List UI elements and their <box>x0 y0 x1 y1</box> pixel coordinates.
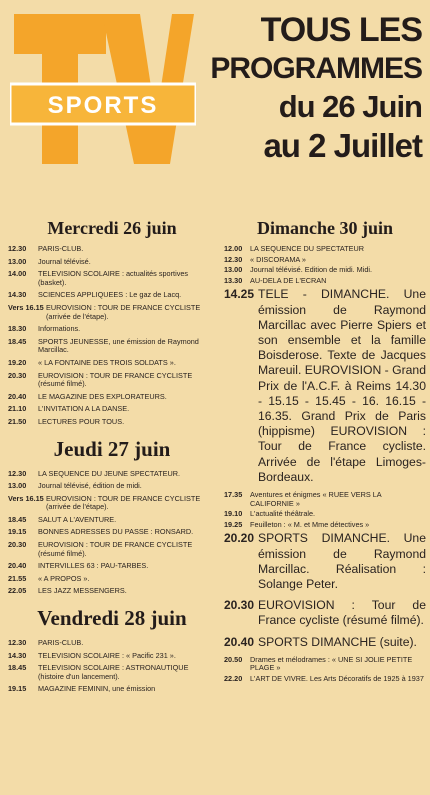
program-text: LA SEQUENCE DU JEUNE SPECTATEUR. <box>38 468 181 478</box>
tv-sports-logo <box>10 10 196 170</box>
program-entry-1425 <box>224 287 426 485</box>
program-text: SPORTS JEUNESSE, une émission de Raymond Marcillac. <box>38 336 199 355</box>
program-time: 21.55 <box>8 573 27 583</box>
program-text: EUROVISION : TOUR DE FRANCE CYCLISTE (arrivée de l'étape). <box>46 493 201 512</box>
page-title <box>197 12 422 166</box>
program-entry-2020 <box>224 531 426 592</box>
program-text: PARIS-CLUB. <box>38 638 84 648</box>
program-entry <box>8 372 216 389</box>
program-text: SPORTS DIMANCHE (suite). <box>258 634 417 649</box>
program-text: Journal télévisé. <box>38 256 91 266</box>
right-column <box>224 214 426 686</box>
program-time: 13.00 <box>224 265 243 275</box>
program-text: SALUT A L'AVENTURE. <box>38 514 117 524</box>
program-text: Journal télévisé, édition de midi. <box>38 481 142 491</box>
program-time: 20.50 <box>224 654 243 664</box>
program-text: SCIENCES APPLIQUEES : Le gaz de Lacq. <box>38 290 182 300</box>
program-text: TELEVISION SCOLAIRE : ASTRONAUTIQUE (histoire d'un lancement). <box>38 663 189 681</box>
program-text: TELEVISION SCOLAIRE : actualités sportives (basket). <box>38 269 189 287</box>
program-text: TELE - DIMANCHE. Une émission de Raymond Marcillac avec Pierre Spiers et son ensemble et la famille Boisderose. Texte de Jacques Mareuil. EUROVISION - Grand Prix de l'A.C.F. à Reims 14.30 - 15.15 - 15.45 - 16. 16.15 - 16.35. Grand Prix de Paris (hippisme) EUROVISION : Tour de France cycliste. Arrivée de l'étape Limoges-Bordeaux. <box>258 287 426 484</box>
program-text: LE MAGAZINE DES EXPLORATEURS. <box>38 391 167 401</box>
program-entry <box>8 495 216 512</box>
program-text: L'INVITATION A LA DANSE. <box>38 404 130 414</box>
program-time: 20.40 <box>8 561 27 571</box>
program-entry <box>8 541 216 558</box>
title-line-4: au 2 Juillet <box>263 127 422 164</box>
program-text: Journal télévisé. Edition de midi. Midi. <box>250 265 373 275</box>
program-text: Drames et mélodrames : « UNE SI JOLIE PETITE PLAGE » <box>250 654 413 673</box>
program-entry <box>8 291 216 300</box>
program-entry <box>8 338 216 355</box>
program-entry <box>8 664 216 681</box>
friday-program-list <box>8 639 216 694</box>
program-time: Vers 16.15 <box>8 302 44 312</box>
program-entry <box>8 528 216 537</box>
program-entry <box>8 245 216 254</box>
program-time: 20.20 <box>224 531 255 546</box>
program-time: 22.05 <box>8 586 27 596</box>
program-text: Feuilleton : « M. et Mme détectives » <box>250 519 370 529</box>
program-text: « LA FONTAINE DES TROIS SOLDATS ». <box>38 357 176 367</box>
program-entry <box>8 325 216 334</box>
sunday-late-list <box>224 656 426 684</box>
title-line-3: du 26 Juin <box>278 89 422 124</box>
day-heading-thursday: Jeudi 27 juin <box>53 436 171 461</box>
program-time: 14.00 <box>8 269 27 279</box>
program-time: 13.00 <box>8 256 27 266</box>
program-time: 13.00 <box>8 481 27 491</box>
program-time: 18.45 <box>8 514 27 524</box>
sunday-morning-list <box>224 245 426 285</box>
program-entry <box>8 482 216 491</box>
sunday-evening-list <box>224 491 426 529</box>
program-text: BONNES ADRESSES DU PASSE : RONSARD. <box>38 527 194 537</box>
program-time: 19.25 <box>224 519 243 529</box>
thursday-program-list <box>8 470 216 597</box>
title-line-2: PROGRAMMES <box>210 52 422 85</box>
program-entry <box>8 470 216 479</box>
program-entry <box>224 510 426 519</box>
program-text: LES JAZZ MESSENGERS. <box>38 586 127 596</box>
program-entry <box>8 270 216 287</box>
program-text: Informations. <box>38 324 81 334</box>
program-time: 20.30 <box>8 370 27 380</box>
program-entry <box>224 656 426 673</box>
program-time: 22.20 <box>224 674 243 683</box>
program-time: 20.40 <box>8 391 27 401</box>
program-entry-2040 <box>224 635 426 650</box>
program-entry <box>224 256 426 265</box>
program-text: EUROVISION : Tour de France cycliste (résumé filmé). <box>258 598 426 628</box>
program-entry-2030 <box>224 598 426 628</box>
program-time: 18.45 <box>8 336 27 346</box>
program-text: TELEVISION SCOLAIRE : « Pacific 231 ». <box>38 650 176 660</box>
program-entry <box>8 562 216 571</box>
program-entry <box>8 393 216 402</box>
title-line-1: TOUS LES <box>260 11 422 49</box>
program-time: 12.30 <box>8 244 27 253</box>
tv-sports-logo-graphic <box>10 10 196 170</box>
program-entry <box>8 258 216 267</box>
program-text: LA SEQUENCE DU SPECTATEUR <box>250 244 365 253</box>
day-heading-sunday: Dimanche 30 juin <box>256 218 393 238</box>
program-text: EUROVISION : TOUR DE FRANCE CYCLISTE (arrivée de l'étape). <box>46 302 201 321</box>
program-text: SPORTS DIMANCHE. Une émission de Raymond Marcillac. Réalisation : Solange Peter. <box>258 531 426 591</box>
program-text: AU-DELA DE L'ECRAN <box>250 275 327 285</box>
day-heading-friday: Vendredi 28 juin <box>37 606 187 631</box>
program-time: Vers 16.15 <box>8 493 44 503</box>
program-entry <box>224 245 426 254</box>
program-text: EUROVISION : TOUR DE FRANCE CYCLISTE (résumé filmé). <box>38 370 193 389</box>
program-entry <box>8 359 216 368</box>
program-time: 12.30 <box>224 254 243 264</box>
program-text: MAGAZINE FEMININ, une émission <box>38 684 156 694</box>
program-time: 17.35 <box>224 490 243 500</box>
program-time: 18.45 <box>8 663 27 673</box>
program-text: L'actualité théâtrale. <box>250 509 316 519</box>
program-text: L'ART DE VIVRE. Les Arts Décoratifs de 1925 à 1937 <box>250 674 424 683</box>
program-time: 12.00 <box>224 244 243 253</box>
program-time: 20.30 <box>8 540 27 550</box>
program-time: 14.25 <box>224 287 255 302</box>
program-entry <box>8 587 216 596</box>
program-time: 20.30 <box>224 598 255 613</box>
program-time: 13.30 <box>224 275 243 285</box>
program-text: PARIS-CLUB. <box>38 244 84 253</box>
program-entry <box>224 521 426 530</box>
program-entry <box>224 266 426 275</box>
program-time: 21.50 <box>8 416 27 426</box>
program-text: EUROVISION : TOUR DE FRANCE CYCLISTE (résumé filmé). <box>38 540 193 558</box>
program-entry <box>8 652 216 661</box>
program-entry <box>8 304 216 321</box>
program-entry <box>8 685 216 694</box>
program-entry <box>8 516 216 525</box>
wednesday-program-list <box>8 245 216 427</box>
program-time: 19.20 <box>8 357 27 367</box>
program-time: 20.40 <box>224 634 255 649</box>
program-time: 14.30 <box>8 290 27 300</box>
program-entry <box>8 418 216 427</box>
program-entry <box>224 491 426 508</box>
program-time: 18.30 <box>8 324 27 334</box>
program-text: INTERVILLES 63 : PAU-TARBES. <box>38 561 149 571</box>
program-time: 21.10 <box>8 404 27 414</box>
program-entry <box>8 575 216 584</box>
program-text: Aventures et énigmes « RUEE VERS LA CALIFORNIE » <box>250 490 382 508</box>
program-time: 14.30 <box>8 650 27 660</box>
program-time: 19.15 <box>8 684 27 694</box>
program-entry <box>8 405 216 414</box>
program-time: 19.10 <box>224 509 243 519</box>
left-column <box>8 214 216 698</box>
program-time: 19.15 <box>8 527 27 537</box>
program-entry <box>224 277 426 286</box>
program-text: LECTURES POUR TOUS. <box>38 416 125 426</box>
program-time: 12.30 <box>8 468 27 478</box>
logo-band-text: SPORTS <box>47 92 159 119</box>
program-time: 12.30 <box>8 638 27 648</box>
program-text: « A PROPOS ». <box>38 573 90 583</box>
day-heading-wednesday: Mercredi 26 juin <box>47 218 177 238</box>
program-entry <box>224 675 426 684</box>
program-entry <box>8 639 216 648</box>
program-text: « DISCORAMA » <box>250 254 306 264</box>
